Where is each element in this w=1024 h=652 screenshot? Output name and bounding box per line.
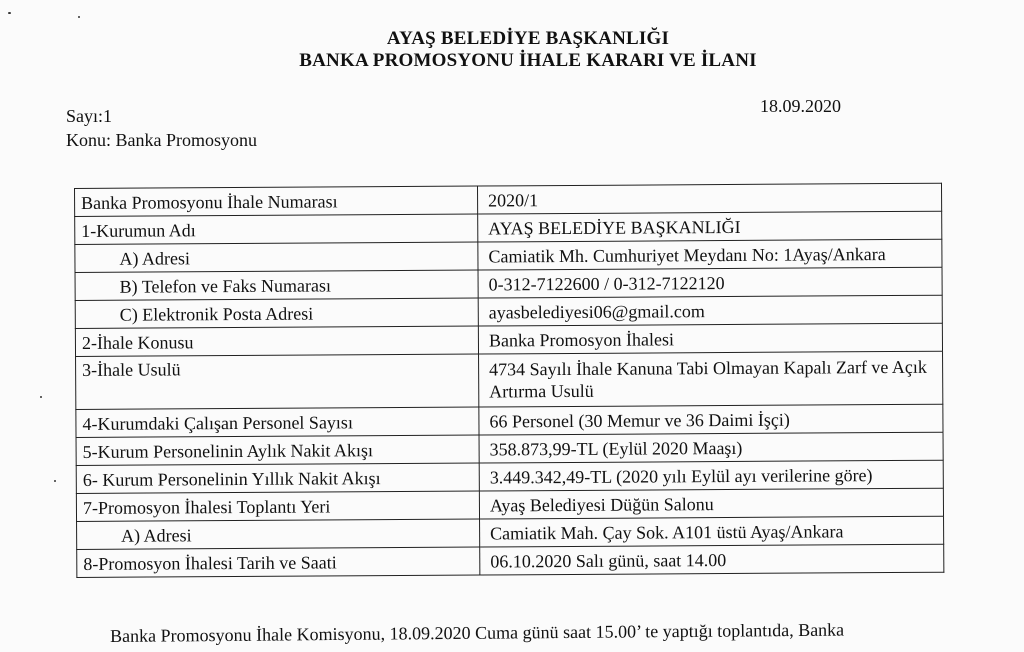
table-row — [76, 351, 943, 409]
row-value: 06.10.2020 Salı günü, saat 14.00 — [480, 544, 944, 575]
row-value: 358.873,99-TL (Eylül 2020 Maaşı) — [479, 432, 943, 463]
row-label: 4-Kurumdaki Çalışan Personel Sayısı — [76, 407, 479, 437]
document-date: 18.09.2020 — [760, 96, 841, 116]
tender-info-table — [74, 183, 944, 578]
row-value: 3.449.342,49-TL (2020 yılı Eylül ayı verilerine göre) — [479, 460, 943, 491]
row-label: 7-Promosyon İhalesi Toplantı Yeri — [76, 491, 479, 521]
scan-speck — [78, 16, 80, 18]
row-value: 0-312-7122600 / 0-312-7122120 — [478, 267, 942, 298]
scan-speck — [54, 480, 56, 482]
row-value: 66 Personel (30 Memur ve 36 Daimi İşçi) — [479, 404, 943, 435]
subject-line: Konu: Banka Promosyonu — [66, 130, 257, 150]
row-label: C) Elektronik Posta Adresi — [75, 298, 478, 328]
scan-speck — [8, 12, 11, 14]
row-label: 3-İhale Usulü — [76, 354, 479, 409]
row-label: B) Telefon ve Faks Numarası — [75, 270, 478, 300]
scan-speck — [40, 396, 42, 398]
row-value: Camiatik Mh. Cumhuriyet Meydanı No: 1Ayaş/Ankara — [478, 239, 942, 270]
row-value: Banka Promosyon İhalesi — [478, 323, 942, 354]
document-subtitle: BANKA PROMOSYONU İHALE KARARI VE İLANI — [299, 50, 757, 71]
row-label: A) Adresi — [75, 242, 478, 272]
table-row — [77, 544, 944, 577]
row-value: 2020/1 — [477, 183, 941, 214]
reference-number: Sayı:1 — [66, 106, 113, 126]
row-label: 5-Kurum Personelinin Aylık Nakit Akışı — [76, 435, 479, 465]
row-value: Ayaş Belediyesi Düğün Salonu — [479, 488, 943, 519]
row-label: A) Adresi — [77, 519, 480, 549]
row-value: 4734 Sayılı İhale Kanuna Tabi Olmayan Kapalı Zarf ve Açık Artırma Usulü — [479, 351, 943, 407]
row-label: 1-Kurumun Adı — [75, 214, 478, 244]
row-value: ayasbelediyesi06@gmail.com — [478, 295, 942, 326]
row-label: Banka Promosyonu İhale Numarası — [75, 186, 478, 216]
row-label: 6- Kurum Personelinin Yıllık Nakit Akışı — [76, 463, 479, 493]
row-value: Camiatik Mah. Çay Sok. A101 üstü Ayaş/Ankara — [480, 516, 944, 547]
document-title: AYAŞ BELEDİYE BAŞKANLIĞI — [386, 28, 670, 49]
body-paragraph: Banka Promosyonu İhale Komisyonu, 18.09.2020 Cuma günü saat 15.00’ te yaptığı toplantıda, Banka — [110, 619, 845, 646]
row-label: 8-Promosyon İhalesi Tarih ve Saati — [77, 547, 480, 577]
row-label: 2-İhale Konusu — [75, 326, 478, 356]
row-value: AYAŞ BELEDİYE BAŞKANLIĞI — [478, 211, 942, 242]
